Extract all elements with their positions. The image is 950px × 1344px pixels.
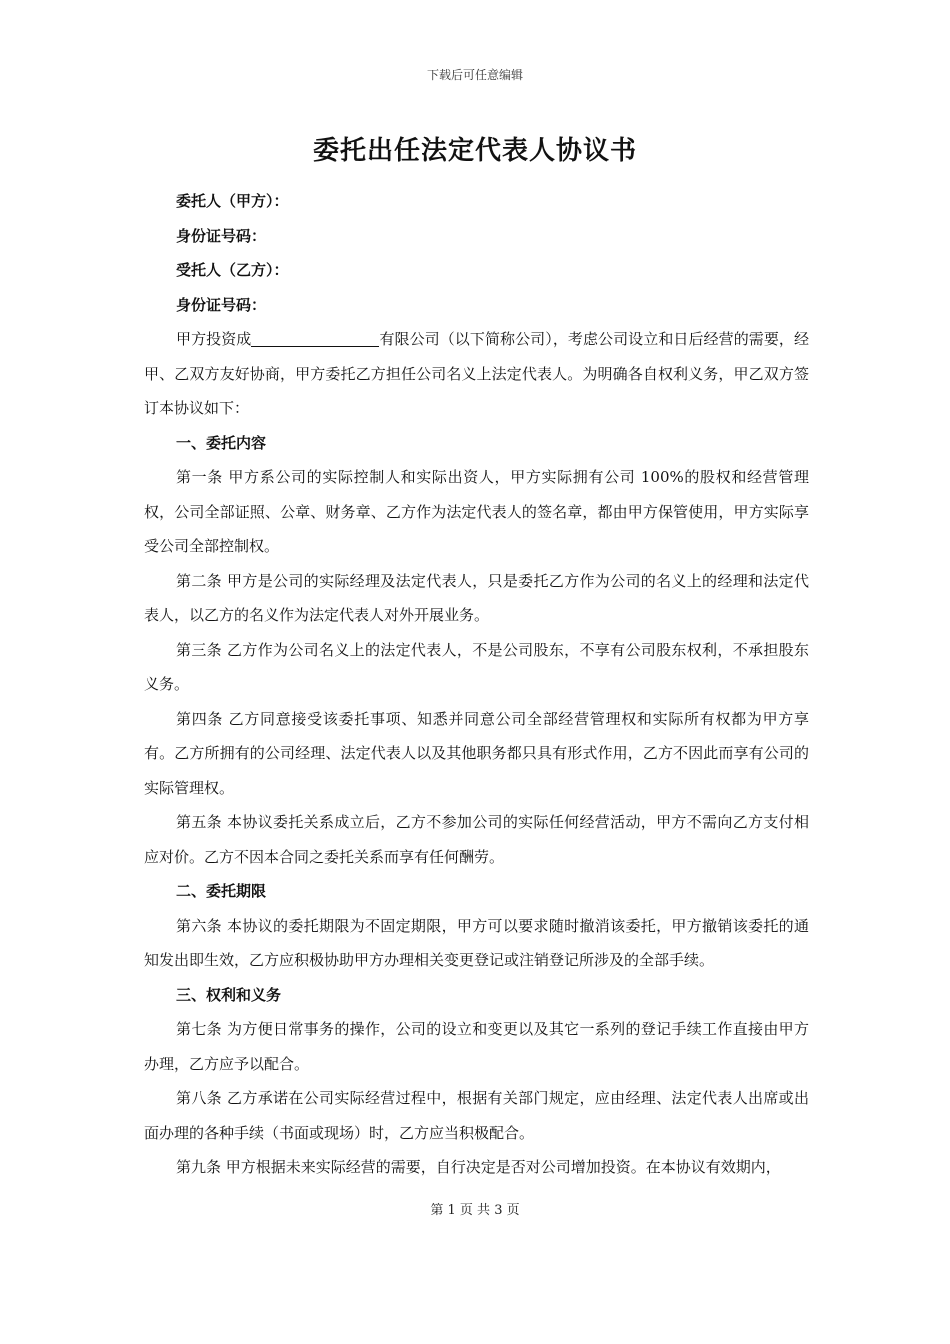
article-7: 第七条 为方便日常事务的操作，公司的设立和变更以及其它一系列的登记手续工作直接由甲方办理，乙方应予以配合。 <box>144 1020 809 1073</box>
section-heading-1: 一、委托内容 <box>176 433 267 452</box>
article-3: 第三条 乙方作为公司名义上的法定代表人，不是公司股东，不享有公司股东权利，不承担股东义务。 <box>144 640 809 693</box>
intro-after-blank: 有限公司（以下简称公司），考虑公司设立和日后经营的需要，经甲、乙双方友好协商，甲方委托乙方担任公司名义上法定代表人。为明确各自权利义务，甲乙双方签订本协议如下： <box>144 330 809 417</box>
page-number: 第 1 页 共 3 页 <box>430 1203 520 1218</box>
party-principal-id: 身份证号码： <box>176 226 267 245</box>
header-note: 下载后可任意编辑 <box>426 68 523 82</box>
article-2: 第二条 甲方是公司的实际经理及法定代表人，只是委托乙方作为公司的名义上的经理和法定代表人，以乙方的名义作为法定代表人对外开展业务。 <box>144 571 809 624</box>
intro-paragraph <box>144 322 809 426</box>
article-9: 第九条 甲方根据未来实际经营的需要，自行决定是否对公司增加投资。在本协议有效期内， <box>176 1158 781 1176</box>
section-heading-3: 三、权利和义务 <box>176 985 282 1004</box>
intro-before-blank: 甲方投资成 <box>176 330 252 348</box>
article-1: 第一条 甲方系公司的实际控制人和实际出资人，甲方实际拥有公司 100%的股权和经营管理权，公司全部证照、公章、财务章、乙方作为法定代表人的签名章，都由甲方保管使用，甲方实际享受公司全部控制权。 <box>144 468 809 555</box>
company-name-blank[interactable] <box>251 330 379 347</box>
article-4: 第四条 乙方同意接受该委托事项、知悉并同意公司全部经营管理权和实际所有权都为甲方享有。乙方所拥有的公司经理、法定代表人以及其他职务都只具有形式作用，乙方不因此而享有公司的实际管理权。 <box>144 709 809 797</box>
party-principal: 委托人（甲方）： <box>176 192 289 210</box>
section-heading-2: 二、委托期限 <box>176 882 267 900</box>
article-5: 第五条 本协议委托关系成立后，乙方不参加公司的实际任何经营活动，甲方不需向乙方支付相应对价。乙方不因本合同之委托关系而享有任何酬劳。 <box>144 813 809 866</box>
document-body <box>144 184 809 1185</box>
article-8: 第八条 乙方承诺在公司实际经营过程中，根据有关部门规定，应由经理、法定代表人出席或出面办理的各种手续（书面或现场）时，乙方应当积极配合。 <box>144 1089 809 1142</box>
document-title: 委托出任法定代表人协议书 <box>312 136 637 166</box>
article-6: 第六条 本协议的委托期限为不固定期限，甲方可以要求随时撤消该委托，甲方撤销该委托的通知发出即生效，乙方应积极协助甲方办理相关变更登记或注销登记所涉及的全部手续。 <box>144 916 809 969</box>
party-agent: 受托人（乙方）： <box>176 261 289 279</box>
party-agent-id: 身份证号码： <box>176 295 267 314</box>
